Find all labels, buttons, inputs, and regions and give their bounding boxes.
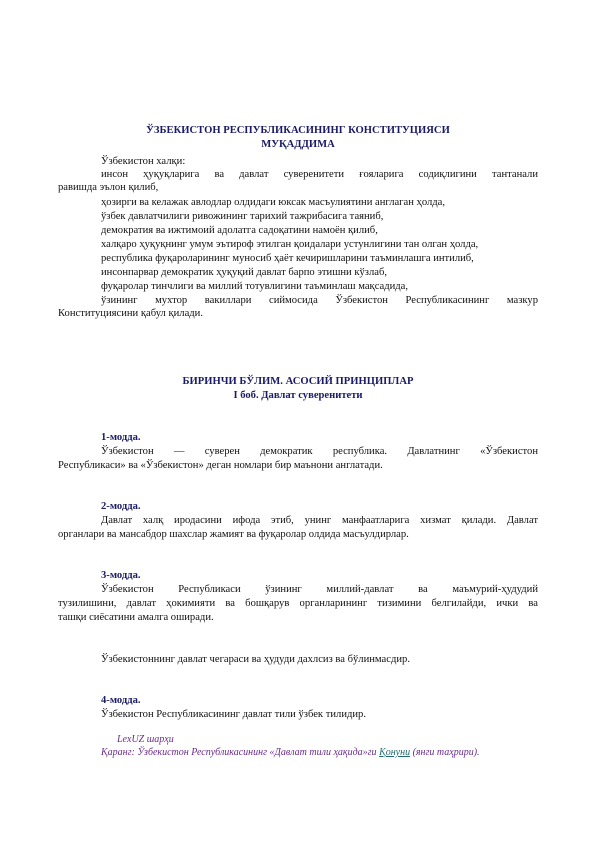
preamble-heading: МУҚАДДИМА [261, 139, 335, 150]
preamble-line: Ўзбекистон халқи: [101, 156, 186, 167]
preamble-line: халқаро ҳуқуқнинг умум эътироф этилган қоидалари устунлигини тан олган ҳолда, [101, 239, 479, 250]
preamble-line: равишда эълон қилиб, [58, 182, 159, 193]
preamble-line: республика фуқароларининг муносиб ҳаёт кечиришларини таъминлашга интилиб, [101, 253, 474, 264]
article-text-line: Давлат халқ иродасини ифода этиб, унинг манфаатларига хизмат қилади. Давлат [101, 515, 538, 526]
article-text-line: ташқи сиёсатини амалга оширади. [58, 612, 214, 623]
article-text-line: органлари ва мансабдор шахслар жамият ва фуқаролар олдида масъулдирлар. [58, 529, 409, 540]
law-link[interactable]: Қонуни [379, 747, 411, 758]
article-text-line: Ўзбекистон — суверен демократик республика. Давлатнинг «Ўзбекистон [101, 446, 538, 457]
article-text-line: Республикаси» ва «Ўзбекистон» деган номлари бир маънони англатади. [58, 460, 383, 471]
lexuz-note-text: Қаранг: Ўзбекистон Республикасининг «Давлат тили ҳақида»ги [101, 747, 380, 758]
preamble-line: инсон ҳуқуқларига ва давлат суверенитети ғояларига содиқлигини тантанали [101, 169, 538, 180]
preamble-line: фуқаролар тинчлиги ва миллий тотувлигини таъминлаш мақсадида, [101, 281, 409, 292]
preamble-line: демократия ва ижтимоий адолатга садоқатини намоён қилиб, [101, 225, 378, 236]
lexuz-note-source: LexUZ шарҳи [117, 734, 174, 745]
document-title: ЎЗБЕКИСТОН РЕСПУБЛИКАСИНИНГ КОНСТИТУЦИЯСИ [146, 125, 450, 136]
article-label: 3-модда. [101, 570, 141, 581]
article-text-line: Ўзбекистон Республикасининг давлат тили ўзбек тилидир. [101, 709, 366, 720]
lexuz-note-text-end: (янги таҳрири). [410, 747, 480, 758]
article-text-line: Ўзбекистоннинг давлат чегараси ва ҳудуди дахлсиз ва бўлинмасдир. [101, 654, 410, 665]
article-label: 1-модда. [101, 432, 141, 443]
preamble-line: ўзбек давлатчилиги ривожининг тарихий тажрибасига таяниб, [101, 211, 384, 222]
article-text-line: тузилишини, давлат ҳокимияти ва бошқарув органларининг тизимини белгилайди, ички ва [58, 598, 538, 609]
lexuz-note [101, 746, 480, 759]
chapter-heading: I боб. Давлат суверенитети [233, 390, 363, 401]
article-label: 2-модда. [101, 501, 141, 512]
preamble-line: инсонпарвар демократик ҳуқуқий давлат барпо этишни кўзлаб, [101, 267, 388, 278]
article-text-line: Ўзбекистон Республикаси ўзининг миллий-давлат ва маъмурий-ҳудудий [101, 584, 538, 595]
preamble-line: ҳозирги ва келажак авлодлар олдидаги юксак масъулиятини англаган ҳолда, [101, 197, 446, 208]
preamble-line: ўзининг мухтор вакиллари сиймосида Ўзбекистон Республикасининг мазкур [101, 295, 538, 306]
article-label: 4-модда. [101, 695, 141, 706]
preamble-line: Конституциясини қабул қилади. [58, 308, 203, 319]
part-heading: БИРИНЧИ БЎЛИМ. АСОСИЙ ПРИНЦИПЛАР [182, 376, 414, 387]
